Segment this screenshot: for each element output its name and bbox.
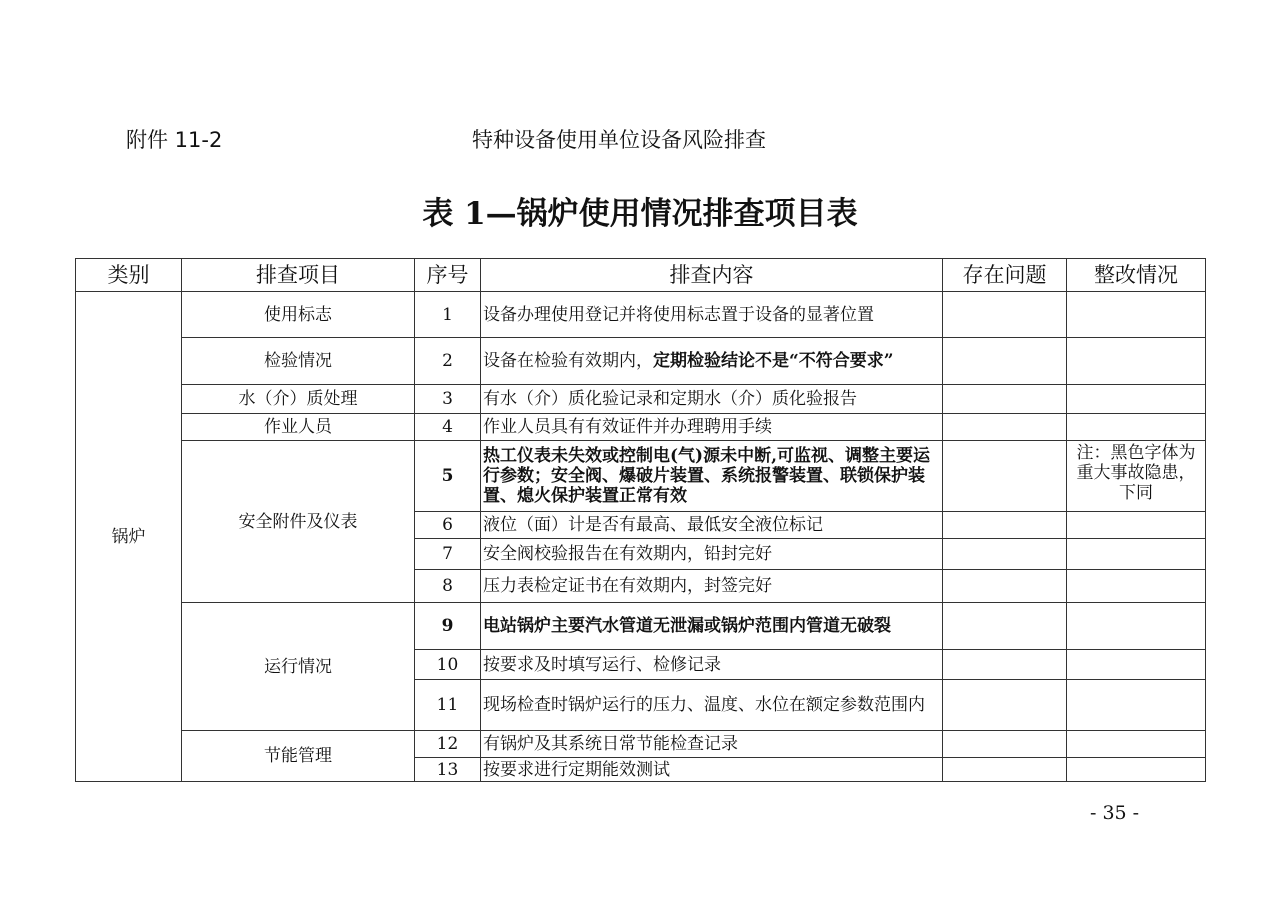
- rectification-cell[interactable]: [1067, 512, 1206, 539]
- note-cell: 注：黑色字体为重大事故隐患，下同: [1067, 441, 1206, 512]
- header-item: 排查项目: [182, 259, 415, 292]
- category-cell: 锅炉: [76, 292, 182, 782]
- rectification-cell[interactable]: [1067, 385, 1206, 414]
- table-header-row: [76, 259, 1206, 292]
- number-cell: 6: [415, 512, 481, 539]
- problems-cell[interactable]: [943, 414, 1067, 441]
- rectification-cell[interactable]: [1067, 731, 1206, 758]
- header-problems: 存在问题: [943, 259, 1067, 292]
- problems-cell[interactable]: [943, 338, 1067, 385]
- problems-cell[interactable]: [943, 650, 1067, 680]
- content-cell: 按要求进行定期能效测试: [481, 758, 943, 782]
- header-rectification: 整改情况: [1067, 259, 1206, 292]
- content-cell: 电站锅炉主要汽水管道无泄漏或锅炉范围内管道无破裂: [481, 603, 943, 650]
- number-cell: 12: [415, 731, 481, 758]
- rectification-cell[interactable]: [1067, 570, 1206, 603]
- table-row: [76, 414, 1206, 441]
- content-cell: 液位（面）计是否有最高、最低安全液位标记: [481, 512, 943, 539]
- problems-cell[interactable]: [943, 603, 1067, 650]
- number-cell: 10: [415, 650, 481, 680]
- rectification-cell[interactable]: [1067, 414, 1206, 441]
- page-number: - 35 -: [1090, 802, 1140, 824]
- problems-cell[interactable]: [943, 758, 1067, 782]
- number-cell: 9: [415, 603, 481, 650]
- problems-cell[interactable]: [943, 512, 1067, 539]
- content-cell: 设备办理使用登记并将使用标志置于设备的显著位置: [481, 292, 943, 338]
- content-normal: 设备在检验有效期内，: [483, 351, 653, 371]
- content-cell: 有水（介）质化验记录和定期水（介）质化验报告: [481, 385, 943, 414]
- document-subtitle: 特种设备使用单位设备风险排查: [472, 128, 766, 152]
- rectification-cell[interactable]: [1067, 292, 1206, 338]
- number-cell: 7: [415, 539, 481, 570]
- rectification-cell[interactable]: [1067, 603, 1206, 650]
- content-major-hazard: 定期检验结论不是“不符合要求”: [653, 351, 894, 371]
- problems-cell[interactable]: [943, 731, 1067, 758]
- problems-cell[interactable]: [943, 292, 1067, 338]
- inspection-table: [75, 258, 1206, 782]
- rectification-cell[interactable]: [1067, 539, 1206, 570]
- header-content: 排查内容: [481, 259, 943, 292]
- item-cell: 运行情况: [182, 603, 415, 731]
- rectification-cell[interactable]: [1067, 680, 1206, 731]
- number-cell: 13: [415, 758, 481, 782]
- table-title: 表 1—锅炉使用情况排查项目表: [422, 196, 858, 232]
- content-cell: 按要求及时填写运行、检修记录: [481, 650, 943, 680]
- annex-label: 附件 11-2: [126, 128, 223, 152]
- content-cell: [481, 338, 943, 385]
- number-cell: 1: [415, 292, 481, 338]
- content-cell: 有锅炉及其系统日常节能检查记录: [481, 731, 943, 758]
- problems-cell[interactable]: [943, 441, 1067, 512]
- content-cell: 现场检查时锅炉运行的压力、温度、水位在额定参数范围内: [481, 680, 943, 731]
- content-cell: 作业人员具有有效证件并办理聘用手续: [481, 414, 943, 441]
- content-cell: 压力表检定证书在有效期内，封签完好: [481, 570, 943, 603]
- number-cell: 3: [415, 385, 481, 414]
- item-cell: 作业人员: [182, 414, 415, 441]
- number-cell: 2: [415, 338, 481, 385]
- header-category: 类别: [76, 259, 182, 292]
- table-row: [76, 338, 1206, 385]
- problems-cell[interactable]: [943, 539, 1067, 570]
- table-row: [76, 441, 1206, 512]
- table-row: [76, 603, 1206, 650]
- rectification-cell[interactable]: [1067, 650, 1206, 680]
- problems-cell[interactable]: [943, 570, 1067, 603]
- rectification-cell[interactable]: [1067, 338, 1206, 385]
- item-cell: 节能管理: [182, 731, 415, 782]
- problems-cell[interactable]: [943, 680, 1067, 731]
- header-number: 序号: [415, 259, 481, 292]
- table-row: [76, 292, 1206, 338]
- table-row: [76, 731, 1206, 758]
- item-cell: 安全附件及仪表: [182, 441, 415, 603]
- problems-cell[interactable]: [943, 385, 1067, 414]
- item-cell: 使用标志: [182, 292, 415, 338]
- number-cell: 4: [415, 414, 481, 441]
- content-cell: 安全阀校验报告在有效期内，铅封完好: [481, 539, 943, 570]
- content-cell: 热工仪表未失效或控制电(气)源未中断,可监视、调整主要运行参数；安全阀、爆破片装置、系统报警装置、联锁保护装置、熄火保护装置正常有效: [481, 441, 943, 512]
- rectification-cell[interactable]: [1067, 758, 1206, 782]
- number-cell: 8: [415, 570, 481, 603]
- number-cell: 11: [415, 680, 481, 731]
- number-cell: 5: [415, 441, 481, 512]
- table-row: [76, 385, 1206, 414]
- item-cell: 水（介）质处理: [182, 385, 415, 414]
- item-cell: 检验情况: [182, 338, 415, 385]
